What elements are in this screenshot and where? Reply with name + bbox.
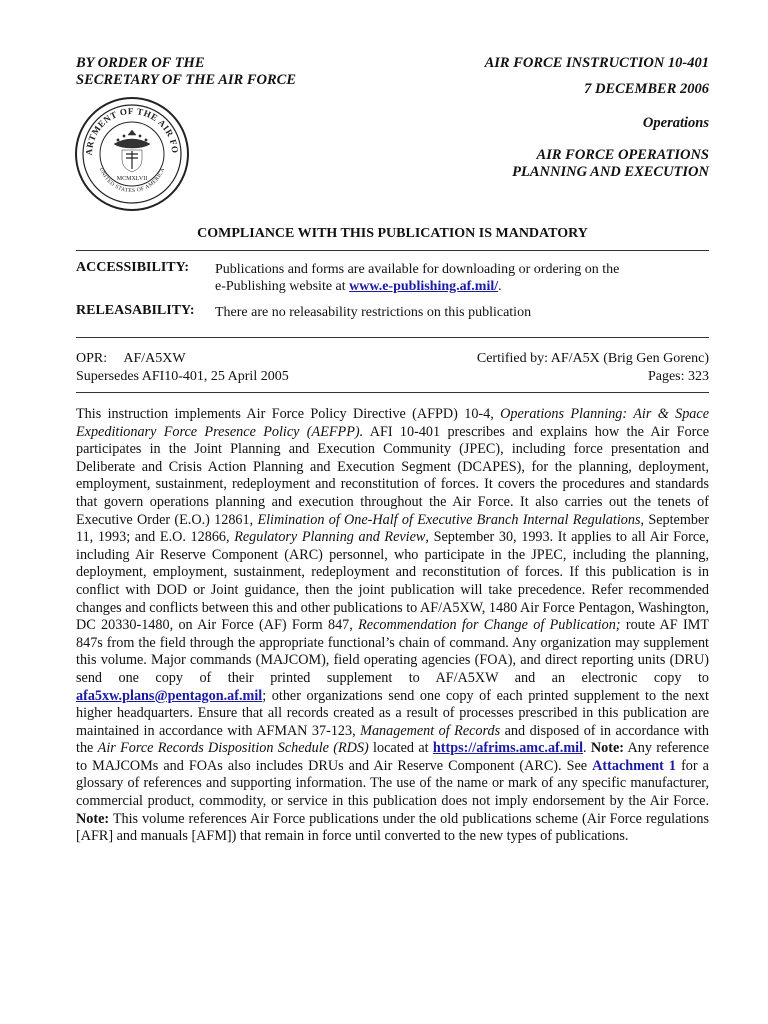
opr-label: OPR: bbox=[76, 351, 108, 366]
body-italic: Air Force Records Disposition Schedule (RDS) bbox=[97, 740, 369, 757]
page-count: Pages: 323 bbox=[647, 369, 709, 384]
accessibility-text bbox=[215, 261, 709, 295]
body-italic: Operations Planning: Air & Space Expeditionary Force Presence Policy (AEFPP). bbox=[76, 406, 709, 440]
body-text: . bbox=[583, 740, 591, 757]
seal-ring-text: ARTMENT OF THE AIR FO bbox=[83, 105, 181, 156]
body-text: AFI 10-401 prescribes and explains how the Air Force participates in the Joint Planning and Execution Community (JPEC), including force presentation and Deliberate and Crisis Action Planning and Execution Segment (DCAPES), for the planning, deployment, employment, sustainment, redeployment and reconstitution of forces. It covers the procedures and standards that govern operations planning and execution throughout the Air Force. It also carries out the tenets of Executive Order (E.O.) 12861, bbox=[76, 423, 709, 528]
body-text: and disposed of in accordance with the bbox=[76, 722, 709, 757]
body-text: This volume references Air Force publications under the old publications scheme (Air Force regulations [AFR] and manuals [AFM]) that remain in force until converted to the new types of publications. bbox=[76, 810, 709, 845]
accessibility-line-2-pre: e-Publishing website at bbox=[215, 279, 350, 294]
attachment-link[interactable]: Attachment 1 bbox=[592, 757, 677, 774]
body-italic: Elimination of One-Half of Executive Branch Internal Regulations bbox=[257, 511, 641, 528]
publication-date: 7 DECEMBER 2006 bbox=[584, 81, 709, 97]
body-text: Any reference to MAJCOMs and FOAs also includes DRUs and Air Reserve Component (ARC). See bbox=[76, 740, 710, 774]
accessibility-line-2-post: . bbox=[498, 279, 502, 294]
seal-bottom-text: UNITED STATES OF AMERICA bbox=[97, 166, 167, 195]
opr-value: AF/A5XW bbox=[123, 351, 186, 366]
note-label: Note: bbox=[590, 740, 624, 757]
accessibility-line-2 bbox=[215, 278, 709, 295]
instruction-number: AIR FORCE INSTRUCTION 10-401 bbox=[484, 55, 709, 71]
divider bbox=[76, 392, 709, 393]
publication-title-line-1: AIR FORCE OPERATIONS bbox=[536, 147, 709, 163]
body-text: , September 11, 1993; and E.O. 12866, bbox=[76, 511, 709, 546]
body-text: This instruction implements Air Force Policy Directive (AFPD) 10-4, bbox=[76, 406, 501, 422]
certified-value: AF/A5X (Brig Gen Gorenc) bbox=[550, 351, 709, 366]
body-text: ; other organizations send one copy of each printed supplement to the next higher headquarters. Ensure that all records created as a result of processes prescribed in this publication are maintained in accordance with AFMAN 37-123, bbox=[76, 687, 709, 739]
email-link[interactable]: afa5xw.plans@pentagon.af.mil bbox=[76, 687, 263, 704]
body-text: for a glossary of references and supporting information. The use of the name or mark of any specific manufacturer, commercial product, commodity, or service in this publication does not imply endorsement by the Air Force. bbox=[76, 757, 709, 810]
introduction-paragraph bbox=[76, 406, 709, 846]
authority-line-2: SECRETARY OF THE AIR FORCE bbox=[76, 72, 296, 88]
supersedes-line: Supersedes AFI10-401, 25 April 2005 bbox=[76, 369, 289, 384]
divider bbox=[76, 250, 709, 251]
e-publishing-link[interactable]: www.e-publishing.af.mil/ bbox=[349, 279, 499, 294]
body-text: route AF IMT 847s from the field through the appropriate functional’s chain of command. Any organization may supplement this volume. Major commands (MAJCOM), field operating agencies (FOA), and direct reporting units (DRU) send one copy of their printed supplement to AF/A5XW and an electronic copy to bbox=[76, 617, 709, 686]
releasability-label: RELEASABILITY: bbox=[76, 303, 195, 318]
seal-year: MCMXLVII bbox=[116, 176, 148, 182]
publication-category: Operations bbox=[642, 115, 709, 131]
divider bbox=[76, 337, 709, 338]
certified-label: Certified by: bbox=[476, 351, 549, 366]
accessibility-label: ACCESSIBILITY: bbox=[76, 260, 190, 275]
authority-line-1: BY ORDER OF THE bbox=[76, 55, 205, 71]
note-label: Note: bbox=[76, 810, 110, 827]
afrims-link[interactable]: https://afrims.amc.af.mil bbox=[432, 740, 584, 757]
certified-by-line bbox=[477, 350, 709, 368]
body-italic: Recommendation for Change of Publication; bbox=[358, 617, 621, 634]
body-text: located at bbox=[368, 740, 433, 757]
issuing-authority bbox=[76, 55, 376, 89]
body-italic: Regulatory Planning and Review bbox=[234, 529, 426, 546]
releasability-text: There are no releasability restrictions on this publication bbox=[215, 305, 532, 320]
seal-icon bbox=[74, 96, 190, 212]
accessibility-line-1: Publications and forms are available for downloading or ordering on the bbox=[215, 262, 620, 277]
body-italic: Management of Records bbox=[360, 722, 501, 739]
body-text: , September 30, 1993. It applies to all Air Force, including Air Reserve Component (ARC) personnel, who participate in the JPEC, including the planning, deployment, employment, sustainment, redeployment and reconstitution of forces. If this publication is in conflict with DOD or Joint guidance, then the joint publication will take precedence. Refer recommended changes and conflicts between this and other publications to AF/A5XW, 1480 Air Force Pentagon, Washington, DC 20330-1480, on Air Force (AF) Form 847, bbox=[76, 529, 709, 634]
compliance-statement: COMPLIANCE WITH THIS PUBLICATION IS MANDATORY bbox=[197, 226, 588, 241]
opr-line bbox=[76, 350, 186, 368]
publication-title-line-2: PLANNING AND EXECUTION bbox=[512, 164, 709, 180]
air-force-seal bbox=[74, 96, 190, 212]
